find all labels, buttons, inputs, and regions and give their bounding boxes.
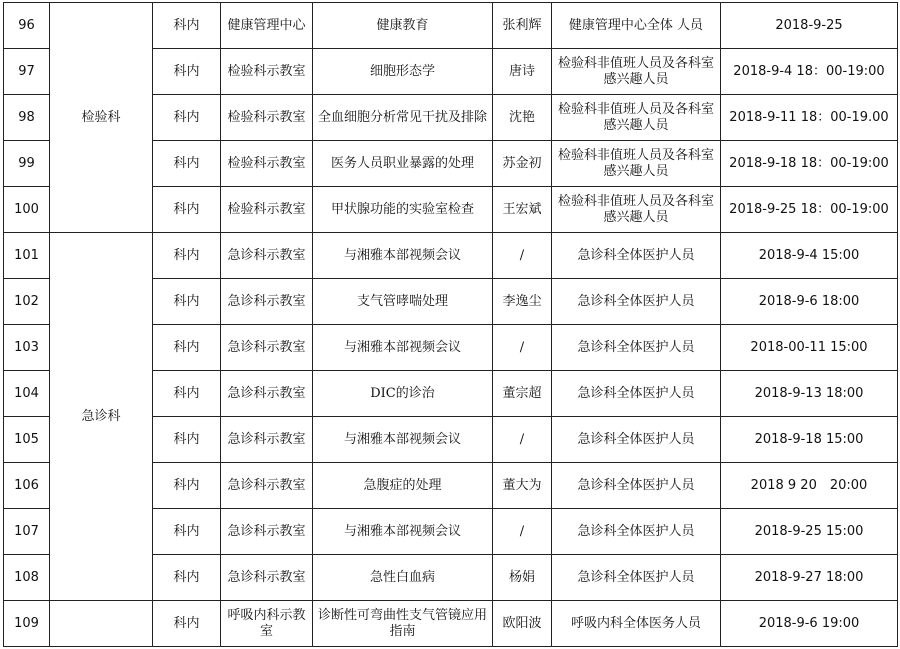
- department-cell: 检验科: [50, 3, 153, 233]
- audience: 急诊科全体医护人员: [552, 417, 721, 463]
- topic: 诊断性可弯曲性支气管镜应用指南: [313, 601, 493, 647]
- topic: 与湘雅本部视频会议: [313, 233, 493, 279]
- row-number: 104: [4, 371, 50, 417]
- row-number: 97: [4, 49, 50, 95]
- topic: 与湘雅本部视频会议: [313, 417, 493, 463]
- datetime: 2018-00-11 15:00: [721, 325, 898, 371]
- speaker: 唐诗: [493, 49, 552, 95]
- row-number: 100: [4, 187, 50, 233]
- row-number: 96: [4, 3, 50, 49]
- location: 检验科示教室: [221, 187, 313, 233]
- topic: 健康教育: [313, 3, 493, 49]
- training-type: 科内: [153, 371, 221, 417]
- topic: 甲状腺功能的实验室检查: [313, 187, 493, 233]
- row-number: 98: [4, 95, 50, 141]
- datetime: 2018-9-13 18:00: [721, 371, 898, 417]
- training-type: 科内: [153, 417, 221, 463]
- audience: 急诊科全体医护人员: [552, 555, 721, 601]
- datetime: 2018 9 20 20:00: [721, 463, 898, 509]
- topic: 急性白血病: [313, 555, 493, 601]
- topic: 与湘雅本部视频会议: [313, 509, 493, 555]
- audience: 急诊科全体医护人员: [552, 325, 721, 371]
- audience: 呼吸内科全体医务人员: [552, 601, 721, 647]
- location: 急诊科示教室: [221, 371, 313, 417]
- speaker: /: [493, 509, 552, 555]
- location: 急诊科示教室: [221, 233, 313, 279]
- datetime: 2018-9-4 15:00: [721, 233, 898, 279]
- speaker: 沈艳: [493, 95, 552, 141]
- training-type: 科内: [153, 3, 221, 49]
- datetime: 2018-9-25 15:00: [721, 509, 898, 555]
- speaker: 董宗超: [493, 371, 552, 417]
- department-cell: 急诊科: [50, 233, 153, 601]
- topic: 全血细胞分析常见干扰及排除: [313, 95, 493, 141]
- topic: 医务人员职业暴露的处理: [313, 141, 493, 187]
- row-number: 103: [4, 325, 50, 371]
- datetime: 2018-9-25 18：00-19:00: [721, 187, 898, 233]
- department-cell: [50, 601, 153, 647]
- training-type: 科内: [153, 601, 221, 647]
- location: 检验科示教室: [221, 141, 313, 187]
- location: 急诊科示教室: [221, 417, 313, 463]
- audience: 检验科非值班人员及各科室感兴趣人员: [552, 49, 721, 95]
- audience: 检验科非值班人员及各科室感兴趣人员: [552, 187, 721, 233]
- datetime: 2018-9-6 19:00: [721, 601, 898, 647]
- audience: 急诊科全体医护人员: [552, 509, 721, 555]
- speaker: 张利辉: [493, 3, 552, 49]
- speaker: /: [493, 233, 552, 279]
- training-type: 科内: [153, 49, 221, 95]
- training-type: 科内: [153, 279, 221, 325]
- location: 呼吸内科示教室: [221, 601, 313, 647]
- topic: DIC的诊治: [313, 371, 493, 417]
- audience: 检验科非值班人员及各科室感兴趣人员: [552, 141, 721, 187]
- location: 检验科示教室: [221, 49, 313, 95]
- audience: 健康管理中心全体 人员: [552, 3, 721, 49]
- datetime: 2018-9-11 18：00-19.00: [721, 95, 898, 141]
- audience: 急诊科全体医护人员: [552, 279, 721, 325]
- datetime: 2018-9-4 18：00-19:00: [721, 49, 898, 95]
- topic: 急腹症的处理: [313, 463, 493, 509]
- table-row: [4, 3, 898, 49]
- datetime: 2018-9-27 18:00: [721, 555, 898, 601]
- location: 急诊科示教室: [221, 555, 313, 601]
- training-type: 科内: [153, 325, 221, 371]
- audience: 检验科非值班人员及各科室感兴趣人员: [552, 95, 721, 141]
- row-number: 106: [4, 463, 50, 509]
- row-number: 102: [4, 279, 50, 325]
- datetime: 2018-9-18 15:00: [721, 417, 898, 463]
- row-number: 105: [4, 417, 50, 463]
- audience: 急诊科全体医护人员: [552, 371, 721, 417]
- location: 急诊科示教室: [221, 463, 313, 509]
- table-row: [4, 233, 898, 279]
- speaker: 王宏斌: [493, 187, 552, 233]
- training-schedule-table: [3, 2, 898, 647]
- datetime: 2018-9-6 18:00: [721, 279, 898, 325]
- training-type: 科内: [153, 233, 221, 279]
- row-number: 109: [4, 601, 50, 647]
- table-row: [4, 601, 898, 647]
- row-number: 99: [4, 141, 50, 187]
- topic: 细胞形态学: [313, 49, 493, 95]
- speaker: 欧阳波: [493, 601, 552, 647]
- topic: 支气管哮喘处理: [313, 279, 493, 325]
- row-number: 101: [4, 233, 50, 279]
- location: 检验科示教室: [221, 95, 313, 141]
- training-type: 科内: [153, 509, 221, 555]
- datetime: 2018-9-18 18：00-19:00: [721, 141, 898, 187]
- speaker: 李逸尘: [493, 279, 552, 325]
- speaker: /: [493, 417, 552, 463]
- audience: 急诊科全体医护人员: [552, 233, 721, 279]
- speaker: /: [493, 325, 552, 371]
- row-number: 107: [4, 509, 50, 555]
- location: 急诊科示教室: [221, 509, 313, 555]
- speaker: 杨娟: [493, 555, 552, 601]
- training-type: 科内: [153, 463, 221, 509]
- training-type: 科内: [153, 187, 221, 233]
- training-type: 科内: [153, 95, 221, 141]
- speaker: 苏金初: [493, 141, 552, 187]
- training-type: 科内: [153, 555, 221, 601]
- location: 急诊科示教室: [221, 279, 313, 325]
- speaker: 董大为: [493, 463, 552, 509]
- location: 急诊科示教室: [221, 325, 313, 371]
- datetime: 2018-9-25: [721, 3, 898, 49]
- training-type: 科内: [153, 141, 221, 187]
- topic: 与湘雅本部视频会议: [313, 325, 493, 371]
- audience: 急诊科全体医护人员: [552, 463, 721, 509]
- row-number: 108: [4, 555, 50, 601]
- location: 健康管理中心: [221, 3, 313, 49]
